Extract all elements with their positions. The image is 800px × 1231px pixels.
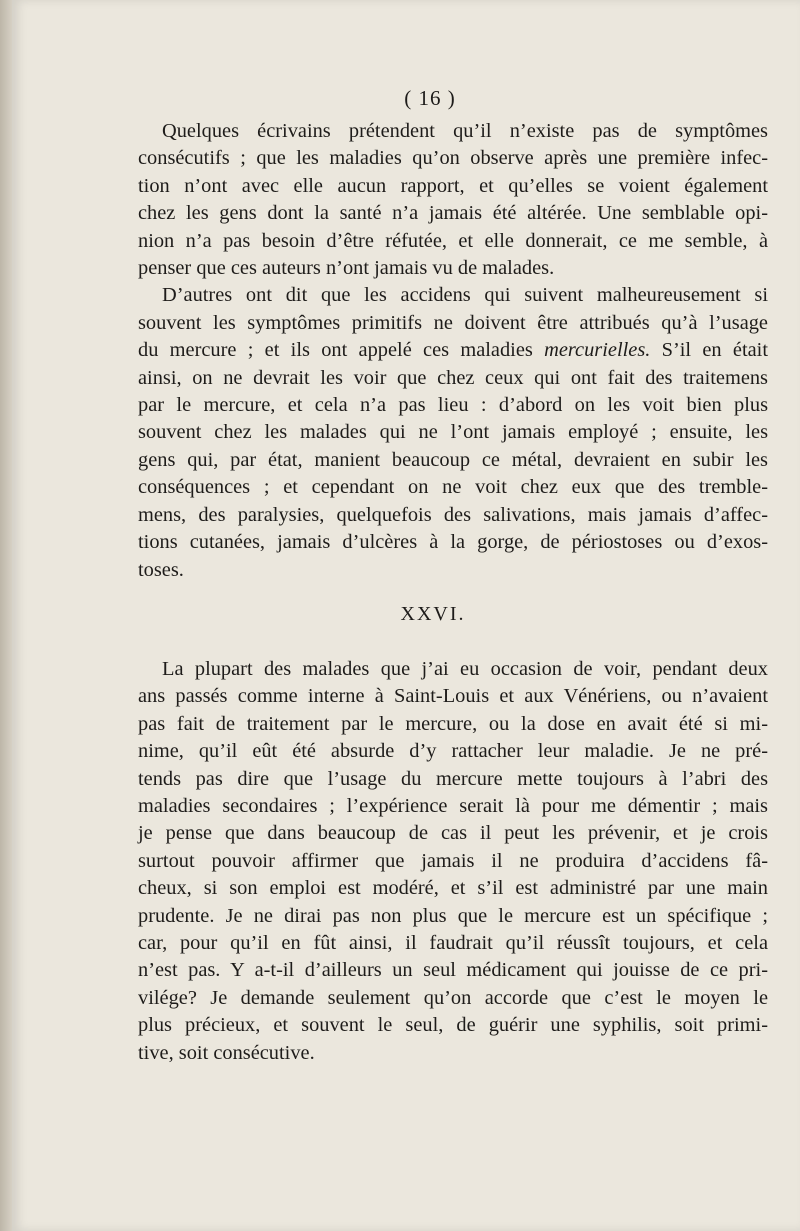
page-text-block bbox=[138, 78, 768, 1067]
text-line: vilége? Je demande seulement qu’on accorde que c’est le moyen le bbox=[138, 986, 768, 1009]
text-line: mens, des paralysies, quelquefois des salivations, mais jamais d’affec- bbox=[138, 503, 768, 526]
text-line: D’autres ont dit que les accidens qui suivent malheureusement si bbox=[162, 284, 768, 307]
text-line: maladies secondaires ; l’expérience serait là pour me démentir ; mais bbox=[138, 794, 768, 817]
paragraph-3 bbox=[138, 656, 768, 1067]
text-line: gens qui, par état, manient beaucoup ce métal, devraient en subir les bbox=[138, 448, 768, 471]
text-line: surtout pouvoir affirmer que jamais il ne produira d’accidens fâ- bbox=[138, 849, 768, 872]
text-line: conséquences ; et cependant on ne voit chez eux que des tremble- bbox=[138, 476, 768, 499]
text-line: chez les gens dont la santé n’a jamais été altérée. Une semblable opi- bbox=[138, 202, 768, 225]
text-line: nime, qu’il eût été absurde d’y rattacher leur maladie. Je ne pré- bbox=[138, 740, 768, 763]
text-line: je pense que dans beaucoup de cas il peut les prévenir, et je crois bbox=[138, 822, 768, 845]
paragraph-2 bbox=[138, 282, 768, 583]
text-line: tion n’ont avec elle aucun rapport, et qu’elles se voient également bbox=[138, 174, 768, 197]
text-line: du mercure ; et ils ont appelé ces maladies mercurielles. S’il en était bbox=[138, 339, 768, 362]
text-line: prudente. Je ne dirai pas non plus que le mercure est un spécifique ; bbox=[138, 904, 768, 927]
text-line: nion n’a pas besoin d’être réfutée, et elle donnerait, ce me semble, à bbox=[138, 229, 768, 252]
text-line: tends pas dire que l’usage du mercure mette toujours à l’abri des bbox=[138, 767, 768, 790]
section-heading: XXVI. bbox=[400, 602, 466, 625]
paragraph-1 bbox=[138, 118, 768, 282]
text-line: tive, soit consécutive. bbox=[138, 1041, 315, 1064]
text-line: consécutifs ; que les maladies qu’on observe après une première infec- bbox=[138, 147, 768, 170]
text-line: tions cutanées, jamais d’ulcères à la gorge, de périostoses ou d’exos- bbox=[138, 531, 768, 554]
text-line: cheux, si son emploi est modéré, et s’il est administré par une main bbox=[138, 877, 768, 900]
text-line: Quelques écrivains prétendent qu’il n’existe pas de symptômes bbox=[162, 120, 768, 142]
page-number: ( 16 ) bbox=[404, 86, 456, 110]
text-line: ans passés comme interne à Saint-Louis et aux Vénériens, ou n’avaient bbox=[138, 685, 768, 708]
text-line: pas fait de traitement par le mercure, ou la dose en avait été si mi- bbox=[138, 712, 768, 735]
text-line: ainsi, on ne devrait les voir que chez ceux qui ont fait des traitemens bbox=[138, 366, 768, 389]
text-line: La plupart des malades que j’ai eu occasion de voir, pendant deux bbox=[162, 657, 768, 680]
text-line: souvent les symptômes primitifs ne doivent être attribués qu’à l’usage bbox=[138, 311, 768, 334]
text-line: plus précieux, et souvent le seul, de guérir une syphilis, soit primi- bbox=[138, 1014, 768, 1037]
section-gap bbox=[138, 632, 768, 656]
page-binding-edge bbox=[0, 0, 12, 1231]
text-line: par le mercure, et cela n’a pas lieu : d’abord on les voit bien plus bbox=[138, 394, 768, 417]
text-line: souvent chez les malades qui ne l’ont jamais employé ; ensuite, les bbox=[138, 421, 768, 444]
text-line: car, pour qu’il en fût ainsi, il faudrait qu’il réussît toujours, et cela bbox=[138, 931, 768, 954]
text-line: penser que ces auteurs n’ont jamais vu de malades. bbox=[138, 257, 555, 280]
text-line: toses. bbox=[138, 558, 184, 581]
text-line: n’est pas. Y a-t-il d’ailleurs un seul médicament qui jouisse de ce pri- bbox=[138, 959, 768, 982]
italic-term: mercurielles. bbox=[544, 339, 651, 362]
